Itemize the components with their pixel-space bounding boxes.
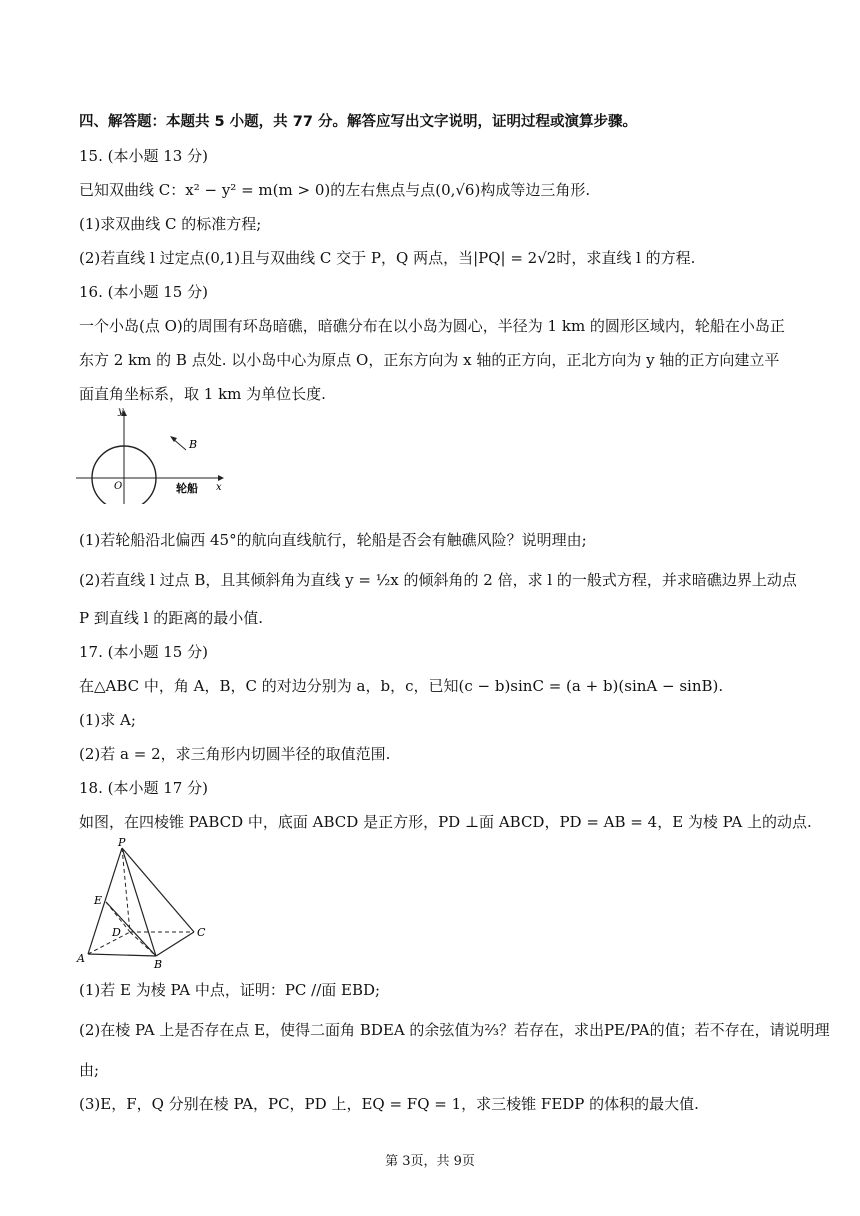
q17-part1: (1)求 A; xyxy=(79,711,136,729)
fig18-a-label: A xyxy=(77,952,85,965)
q18-part3: (3)E，F，Q 分别在棱 PA，PC，PD 上，EQ = FQ = 1，求三棱锥 FEDP 的体积的最大值. xyxy=(79,1095,699,1113)
fig18-b-label: B xyxy=(154,958,163,971)
q18-stem: 如图，在四棱锥 PABCD 中，底面 ABCD 是正方形，PD ⊥面 ABCD，PD = AB = 4，E 为棱 PA 上的动点. xyxy=(79,813,812,831)
q18-part2-line1: (2)在棱 PA 上是否存在点 E，使得二面角 BDEA 的余弦值为⅔？若存在，求出PE/PA的值；若不存在，请说明理 xyxy=(79,1021,830,1039)
section-heading: 四、解答题：本题共 5 小题，共 77 分。解答应写出文字说明，证明过程或演算步骤。 xyxy=(79,114,637,130)
fig18-e-label: E xyxy=(94,894,103,907)
q16-stem-line1: 一个小岛(点 O)的周围有环岛暗礁，暗礁分布在以小岛为圆心，半径为 1 km 的圆形区域内，轮船在小岛正 xyxy=(79,317,785,335)
q16-part2-line1: (2)若直线 l 过点 B，且其倾斜角为直线 y = ½x 的倾斜角的 2 倍，求 l 的一般式方程，并求暗礁边界上动点 xyxy=(79,571,797,589)
fig18-c-label: C xyxy=(197,926,206,939)
pyramid-figure xyxy=(74,834,214,972)
q16-header: 16. (本小题 15 分) xyxy=(79,283,208,301)
island-figure xyxy=(76,404,236,504)
fig16-ship-label: 轮船 xyxy=(176,482,198,495)
q16-part1: (1)若轮船沿北偏西 45°的航向直线航行，轮船是否会有触礁风险？说明理由; xyxy=(79,531,587,549)
page-footer: 第 3页，共 9页 xyxy=(385,1154,475,1169)
q17-stem: 在△ABC 中，角 A，B，C 的对边分别为 a，b，c，已知(c − b)sinC = (a + b)(sinA − sinB). xyxy=(79,677,724,695)
q15-part2: (2)若直线 l 过定点(0,1)且与双曲线 C 交于 P，Q 两点，当|PQ| = 2√2时，求直线 l 的方程. xyxy=(79,249,696,267)
fig18-d-label: D xyxy=(112,926,121,939)
q16-stem-line3: 面直角坐标系，取 1 km 为单位长度. xyxy=(79,385,326,403)
q18-part1: (1)若 E 为棱 PA 中点，证明：PC //面 EBD; xyxy=(79,981,381,999)
fig16-x-label: x xyxy=(216,482,222,493)
fig16-y-label: y xyxy=(118,406,124,417)
q18-header: 18. (本小题 17 分) xyxy=(79,779,208,797)
q16-stem-line2: 东方 2 km 的 B 点处. 以小岛中心为原点 O，正东方向为 x 轴的正方向，正北方向为 y 轴的正方向建立平 xyxy=(79,351,780,369)
fig16-b-label: B xyxy=(189,438,198,451)
q16-part2-line2: P 到直线 l 的距离的最小值. xyxy=(79,609,263,627)
fig16-origin-label: O xyxy=(114,481,123,492)
fig18-p-label: P xyxy=(118,836,126,849)
q17-part2: (2)若 a = 2，求三角形内切圆半径的取值范围. xyxy=(79,745,391,763)
q18-part2-line2: 由; xyxy=(79,1061,100,1079)
q15-header: 15. (本小题 13 分) xyxy=(79,147,208,165)
q15-stem: 已知双曲线 C：x² − y² = m(m > 0)的左右焦点与点(0,√6)构成等边三角形. xyxy=(79,181,591,199)
q17-header: 17. (本小题 15 分) xyxy=(79,643,208,661)
q15-part1: (1)求双曲线 C 的标准方程; xyxy=(79,215,262,233)
